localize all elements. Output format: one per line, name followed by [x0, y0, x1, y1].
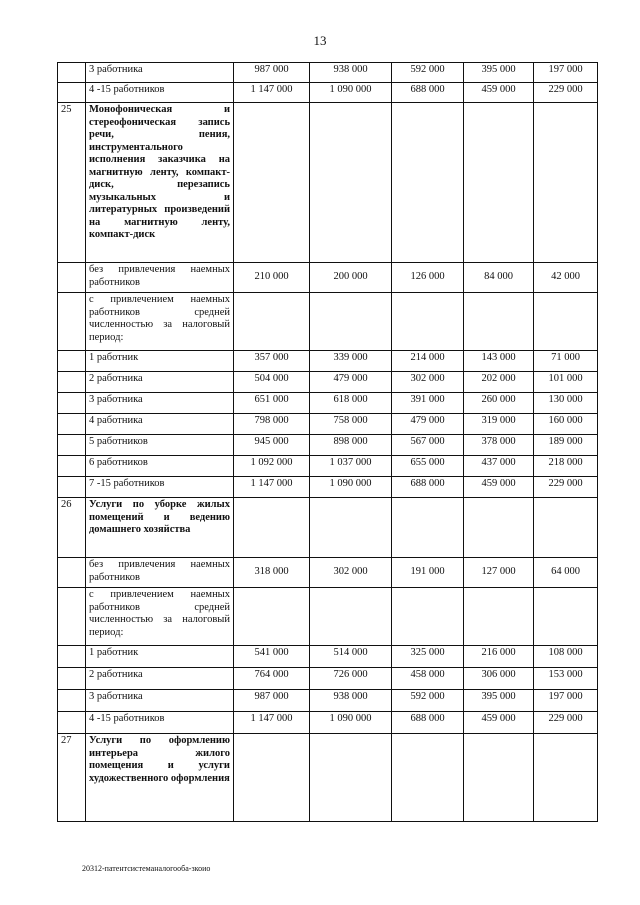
value-cell [392, 498, 464, 558]
value-cell: 541 000 [234, 646, 310, 668]
row-label: 4 работника [86, 414, 234, 435]
value-cell [234, 498, 310, 558]
value-cell: 651 000 [234, 393, 310, 414]
value-cell: 339 000 [310, 351, 392, 372]
value-cell: 945 000 [234, 435, 310, 456]
row-number [58, 646, 86, 668]
row-label: без привлечения наемных работников [86, 558, 234, 588]
value-cell: 200 000 [310, 263, 392, 293]
value-cell [392, 734, 464, 822]
value-cell: 210 000 [234, 263, 310, 293]
row-label: без привлечения наемных работников [86, 263, 234, 293]
row-label: 1 работник [86, 351, 234, 372]
value-cell: 938 000 [310, 690, 392, 712]
row-label: 3 работника [86, 690, 234, 712]
value-cell [234, 293, 310, 351]
value-cell: 127 000 [464, 558, 534, 588]
value-cell: 197 000 [534, 690, 598, 712]
value-cell: 592 000 [392, 690, 464, 712]
value-cell: 688 000 [392, 477, 464, 498]
value-cell: 143 000 [464, 351, 534, 372]
value-cell: 688 000 [392, 83, 464, 103]
value-cell: 216 000 [464, 646, 534, 668]
table-row [58, 414, 598, 435]
value-cell: 153 000 [534, 668, 598, 690]
page-number: 13 [313, 33, 327, 48]
row-number [58, 477, 86, 498]
row-label: 6 работников [86, 456, 234, 477]
value-cell [392, 588, 464, 646]
row-number: 27 [58, 734, 86, 822]
value-cell: 655 000 [392, 456, 464, 477]
row-number [58, 435, 86, 456]
value-cell: 84 000 [464, 263, 534, 293]
value-cell: 189 000 [534, 435, 598, 456]
row-number [58, 372, 86, 393]
value-cell: 191 000 [392, 558, 464, 588]
row-label: 1 работник [86, 646, 234, 668]
value-cell: 218 000 [534, 456, 598, 477]
value-cell: 197 000 [534, 63, 598, 83]
value-cell [234, 103, 310, 263]
table-row [58, 103, 598, 263]
row-label: 7 -15 работников [86, 477, 234, 498]
value-cell: 229 000 [534, 477, 598, 498]
table-row [58, 372, 598, 393]
value-cell: 764 000 [234, 668, 310, 690]
value-cell: 1 090 000 [310, 712, 392, 734]
tax-table [57, 62, 598, 822]
value-cell: 42 000 [534, 263, 598, 293]
value-cell [534, 498, 598, 558]
value-cell: 938 000 [310, 63, 392, 83]
value-cell: 987 000 [234, 63, 310, 83]
value-cell [534, 103, 598, 263]
value-cell: 71 000 [534, 351, 598, 372]
value-cell: 459 000 [464, 477, 534, 498]
value-cell: 479 000 [310, 372, 392, 393]
value-cell: 437 000 [464, 456, 534, 477]
row-label: 4 -15 работников [86, 712, 234, 734]
table-row [58, 712, 598, 734]
table-row [58, 734, 598, 822]
row-label: Услуги по уборке жилых помещений и ведению домашнего хозяйства [86, 498, 234, 558]
table-body [58, 63, 598, 822]
row-label: 2 работника [86, 668, 234, 690]
value-cell: 1 090 000 [310, 83, 392, 103]
value-cell: 318 000 [234, 558, 310, 588]
row-number [58, 558, 86, 588]
value-cell: 504 000 [234, 372, 310, 393]
value-cell: 1 090 000 [310, 477, 392, 498]
value-cell [464, 293, 534, 351]
value-cell: 126 000 [392, 263, 464, 293]
value-cell: 378 000 [464, 435, 534, 456]
value-cell [464, 734, 534, 822]
table-row [58, 293, 598, 351]
value-cell: 108 000 [534, 646, 598, 668]
row-label: 4 -15 работников [86, 83, 234, 103]
table-row [58, 690, 598, 712]
value-cell: 202 000 [464, 372, 534, 393]
value-cell: 1 147 000 [234, 83, 310, 103]
value-cell [310, 734, 392, 822]
row-label: 3 работника [86, 393, 234, 414]
value-cell: 898 000 [310, 435, 392, 456]
table-row [58, 435, 598, 456]
value-cell: 726 000 [310, 668, 392, 690]
row-number [58, 83, 86, 103]
value-cell: 1 037 000 [310, 456, 392, 477]
value-cell [234, 734, 310, 822]
value-cell [534, 588, 598, 646]
row-number [58, 263, 86, 293]
value-cell [392, 293, 464, 351]
value-cell: 357 000 [234, 351, 310, 372]
row-number [58, 690, 86, 712]
value-cell: 758 000 [310, 414, 392, 435]
table-row [58, 83, 598, 103]
value-cell [310, 293, 392, 351]
row-label: с привлечением наемных работников средней численностью за налоговый период: [86, 588, 234, 646]
value-cell: 1 092 000 [234, 456, 310, 477]
value-cell: 688 000 [392, 712, 464, 734]
value-cell: 459 000 [464, 712, 534, 734]
value-cell: 1 147 000 [234, 712, 310, 734]
value-cell: 64 000 [534, 558, 598, 588]
value-cell: 514 000 [310, 646, 392, 668]
row-label: с привлечением наемных работников средней численностью за налоговый период: [86, 293, 234, 351]
row-number [58, 293, 86, 351]
value-cell [392, 103, 464, 263]
table-row [58, 558, 598, 588]
row-label: Услуги по оформлению интерьера жилого помещения и услуги художественного оформления [86, 734, 234, 822]
value-cell [534, 293, 598, 351]
value-cell: 618 000 [310, 393, 392, 414]
value-cell [310, 103, 392, 263]
table-row [58, 498, 598, 558]
value-cell: 395 000 [464, 690, 534, 712]
row-number [58, 63, 86, 83]
value-cell: 325 000 [392, 646, 464, 668]
value-cell: 798 000 [234, 414, 310, 435]
row-label: 5 работников [86, 435, 234, 456]
row-number [58, 712, 86, 734]
row-label: 3 работника [86, 63, 234, 83]
value-cell: 395 000 [464, 63, 534, 83]
row-number [58, 393, 86, 414]
value-cell [310, 588, 392, 646]
row-number: 25 [58, 103, 86, 263]
table-row [58, 477, 598, 498]
footer-note: 20312-патентсистеманалогооба-зкоио [82, 864, 211, 873]
value-cell: 391 000 [392, 393, 464, 414]
value-cell: 1 147 000 [234, 477, 310, 498]
value-cell: 459 000 [464, 83, 534, 103]
value-cell [464, 498, 534, 558]
row-number [58, 668, 86, 690]
value-cell [464, 588, 534, 646]
value-cell [310, 498, 392, 558]
value-cell: 302 000 [392, 372, 464, 393]
value-cell: 319 000 [464, 414, 534, 435]
value-cell: 101 000 [534, 372, 598, 393]
value-cell [234, 588, 310, 646]
value-cell: 130 000 [534, 393, 598, 414]
row-label: Монофоническая и стереофоническая запись речи, пения, инструментального исполнения заказчика на магнитную ленту, компакт-диск, перезапись музыкальных и литературных произведений на магнитную ленту, компакт-диск [86, 103, 234, 263]
row-number: 26 [58, 498, 86, 558]
value-cell: 229 000 [534, 712, 598, 734]
value-cell: 458 000 [392, 668, 464, 690]
table-row [58, 668, 598, 690]
value-cell: 160 000 [534, 414, 598, 435]
row-label: 2 работника [86, 372, 234, 393]
table-row [58, 588, 598, 646]
table-row [58, 263, 598, 293]
value-cell: 479 000 [392, 414, 464, 435]
table-row [58, 63, 598, 83]
table-row [58, 351, 598, 372]
table-row [58, 456, 598, 477]
value-cell [534, 734, 598, 822]
row-number [58, 588, 86, 646]
value-cell: 987 000 [234, 690, 310, 712]
table-row [58, 393, 598, 414]
value-cell: 214 000 [392, 351, 464, 372]
table-row [58, 646, 598, 668]
row-number [58, 456, 86, 477]
row-number [58, 414, 86, 435]
row-number [58, 351, 86, 372]
value-cell: 229 000 [534, 83, 598, 103]
value-cell: 306 000 [464, 668, 534, 690]
value-cell: 567 000 [392, 435, 464, 456]
value-cell: 302 000 [310, 558, 392, 588]
value-cell [464, 103, 534, 263]
value-cell: 260 000 [464, 393, 534, 414]
value-cell: 592 000 [392, 63, 464, 83]
